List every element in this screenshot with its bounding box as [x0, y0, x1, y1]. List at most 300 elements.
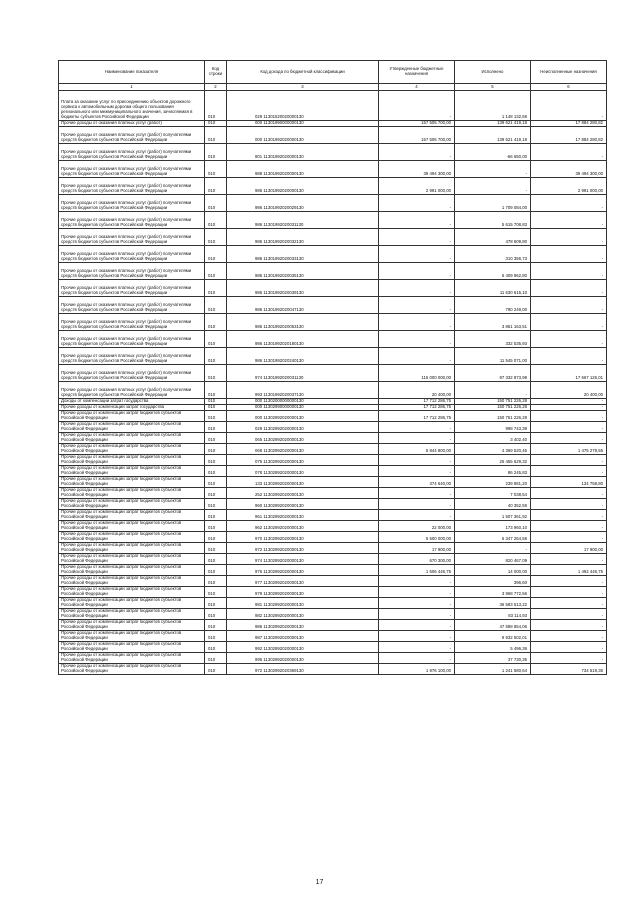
cell-kbk: 972 11302992020000130: [227, 543, 379, 554]
cell-approved: 1 506 446,75: [379, 565, 455, 576]
cell-kbk: 988 11301992020000130: [227, 161, 379, 178]
cell-kbk: 078 11302992020000130: [227, 466, 379, 477]
cell-executed: 40 352,59: [455, 499, 531, 510]
cell-unexecuted: 134 758,80: [531, 477, 607, 488]
cell-line-code: 010: [205, 246, 227, 263]
cell-unexecuted: -: [531, 653, 607, 664]
table-row: [59, 411, 607, 422]
cell-kbk: 986 11301992020035130: [227, 263, 379, 280]
cell-kbk: 987 11302992020000130: [227, 631, 379, 642]
table-row: [59, 631, 607, 642]
cell-approved: 17 712 286,75: [379, 399, 455, 405]
report-sheet: [58, 60, 606, 675]
col-number: 5: [455, 84, 531, 91]
cell-unexecuted: -: [531, 554, 607, 565]
table-row: [59, 365, 607, 382]
cell-kbk: 029 11301520020000130: [227, 91, 379, 121]
cell-unexecuted: 2 991 000,00: [531, 178, 607, 195]
table-row: [59, 144, 607, 161]
cell-kbk: 974 11302992020000130: [227, 554, 379, 565]
table-header-row: [59, 61, 607, 84]
cell-unexecuted: -: [531, 144, 607, 161]
cell-unexecuted: 1 475 279,55: [531, 444, 607, 455]
cell-kbk: 065 11302992020000130: [227, 433, 379, 444]
cell-line-code: 010: [205, 280, 227, 297]
header-executed: Исполнено: [455, 61, 531, 84]
cell-executed: 5 496,36: [455, 642, 531, 653]
cell-name: Прочие доходы от компенсации затрат бюджетов субъектов Российской Федерации: [59, 510, 205, 521]
cell-line-code: 010: [205, 565, 227, 576]
cell-name: Прочие доходы от компенсации затрат бюджетов субъектов Российской Федерации: [59, 477, 205, 488]
cell-line-code: 010: [205, 543, 227, 554]
cell-name: Прочие доходы от компенсации затрат бюджетов субъектов Российской Федерации: [59, 653, 205, 664]
table-row: [59, 642, 607, 653]
cell-line-code: 010: [205, 263, 227, 280]
cell-unexecuted: -: [531, 642, 607, 653]
cell-kbk: 075 11302992020000130: [227, 455, 379, 466]
cell-name: Плата за оказание услуг по присоединению объектов дорожного сервиса к автомобильным дорогам общего пользования регионального или межмуниципального значения, зачисляемая в бюджеты субъектов Российской Федерации: [59, 91, 205, 121]
cell-unexecuted: -: [531, 631, 607, 642]
cell-unexecuted: -: [531, 297, 607, 314]
cell-executed: 820 467,09: [455, 554, 531, 565]
cell-executed: 1 709 084,00: [455, 195, 531, 212]
cell-kbk: 986 11301992020031130: [227, 212, 379, 229]
cell-executed: 239 881,20: [455, 477, 531, 488]
table-row: [59, 653, 607, 664]
cell-name: Прочие доходы от компенсации затрат бюджетов субъектов Российской Федерации: [59, 620, 205, 631]
cell-approved: 5 500 000,00: [379, 532, 455, 543]
cell-approved: -: [379, 314, 455, 331]
cell-name: Прочие доходы от оказания платных услуг (работ) получателями средств бюджетов субъектов Российской Федерации: [59, 382, 205, 399]
table-row: [59, 297, 607, 314]
cell-name: Прочие доходы от оказания платных услуг (работ) получателями средств бюджетов субъектов Российской Федерации: [59, 263, 205, 280]
cell-line-code: 010: [205, 161, 227, 178]
cell-executed: 97 332 873,99: [455, 365, 531, 382]
cell-executed: 6 347 264,58: [455, 532, 531, 543]
cell-executed: 1 507 361,92: [455, 510, 531, 521]
cell-approved: -: [379, 195, 455, 212]
cell-executed: -66 650,00: [455, 144, 531, 161]
cell-name: Прочие доходы от оказания платных услуг (работ) получателями средств бюджетов субъектов Российской Федерации: [59, 297, 205, 314]
cell-name: Прочие доходы от компенсации затрат бюджетов субъектов Российской Федерации: [59, 488, 205, 499]
cell-kbk: 986 11301992020240130: [227, 348, 379, 365]
cell-executed: 1 241 580,64: [455, 664, 531, 675]
cell-executed: 139 621 419,18: [455, 127, 531, 144]
table-row: [59, 664, 607, 675]
cell-name: Прочие доходы от оказания платных услуг (работ) получателями средств бюджетов субъектов Российской Федерации: [59, 314, 205, 331]
cell-name: Прочие доходы от компенсации затрат государства: [59, 405, 205, 411]
cell-kbk: 000 11302992020000130: [227, 411, 379, 422]
cell-approved: -: [379, 144, 455, 161]
cell-name: Прочие доходы от оказания платных услуг (работ) получателями средств бюджетов субъектов Российской Федерации: [59, 229, 205, 246]
cell-name: Прочие доходы от компенсации затрат бюджетов субъектов Российской Федерации: [59, 664, 205, 675]
cell-executed: -: [455, 382, 531, 399]
cell-approved: -: [379, 499, 455, 510]
table-row: [59, 127, 607, 144]
cell-name: Прочие доходы от оказания платных услуг (работ) получателями средств бюджетов субъектов Российской Федерации: [59, 144, 205, 161]
cell-line-code: 010: [205, 297, 227, 314]
cell-kbk: 986 11301992020039130: [227, 280, 379, 297]
cell-approved: -: [379, 598, 455, 609]
cell-unexecuted: -: [531, 348, 607, 365]
cell-line-code: 010: [205, 532, 227, 543]
cell-name: Прочие доходы от компенсации затрат бюджетов субъектов Российской Федерации: [59, 444, 205, 455]
cell-line-code: 010: [205, 365, 227, 382]
cell-kbk: 976 11302992020000130: [227, 565, 379, 576]
header-approved: Утвержденные бюджетные назначения: [379, 61, 455, 84]
cell-unexecuted: -: [531, 405, 607, 411]
cell-kbk: 992 11302992020000130: [227, 642, 379, 653]
cell-unexecuted: -: [531, 433, 607, 444]
cell-unexecuted: -: [531, 399, 607, 405]
cell-kbk: 970 11302992020000130: [227, 532, 379, 543]
cell-approved: -: [379, 348, 455, 365]
cell-name: Прочие доходы от компенсации затрат бюджетов субъектов Российской Федерации: [59, 576, 205, 587]
header-name: Наименование показателя: [59, 61, 205, 84]
cell-kbk: 000 11302000000000130: [227, 399, 379, 405]
cell-kbk: 993 11301992020037130: [227, 382, 379, 399]
cell-line-code: 010: [205, 631, 227, 642]
cell-name: Прочие доходы от оказания платных услуг (работ) получателями средств бюджетов субъектов Российской Федерации: [59, 127, 205, 144]
cell-line-code: 010: [205, 499, 227, 510]
cell-executed: 25 455 629,32: [455, 455, 531, 466]
cell-executed: 332 535,93: [455, 331, 531, 348]
cell-line-code: 010: [205, 477, 227, 488]
cell-kbk: 252 11302992020000130: [227, 488, 379, 499]
table-row: [59, 280, 607, 297]
cell-executed: 37 730,35: [455, 653, 531, 664]
cell-unexecuted: -: [531, 314, 607, 331]
cell-executed: 3 968 772,56: [455, 587, 531, 598]
cell-unexecuted: 17 884 280,82: [531, 121, 607, 127]
cell-kbk: 801 11301992020000130: [227, 144, 379, 161]
cell-line-code: 010: [205, 466, 227, 477]
cell-executed: 790 249,00: [455, 297, 531, 314]
cell-line-code: 010: [205, 653, 227, 664]
cell-unexecuted: -: [531, 488, 607, 499]
cell-kbk: 977 11302992020000130: [227, 576, 379, 587]
cell-line-code: 010: [205, 642, 227, 653]
cell-executed: -: [455, 178, 531, 195]
cell-approved: -: [379, 280, 455, 297]
cell-line-code: 010: [205, 510, 227, 521]
column-number-row: [59, 84, 607, 91]
cell-name: Прочие доходы от оказания платных услуг (работ) получателями средств бюджетов субъектов Российской Федерации: [59, 331, 205, 348]
cell-line-code: 010: [205, 348, 227, 365]
cell-approved: 22 000,00: [379, 521, 455, 532]
cell-executed: 1 148 132,59: [455, 91, 531, 121]
cell-approved: -: [379, 620, 455, 631]
cell-executed: 86 245,83: [455, 466, 531, 477]
cell-name: Прочие доходы от оказания платных услуг (работ) получателями средств бюджетов субъектов Российской Федерации: [59, 365, 205, 382]
cell-executed: 14 000,00: [455, 565, 531, 576]
cell-unexecuted: 20 400,00: [531, 382, 607, 399]
cell-line-code: 010: [205, 609, 227, 620]
cell-name: Прочие доходы от оказания платных услуг (работ): [59, 121, 205, 127]
cell-approved: 1 976 100,00: [379, 664, 455, 675]
cell-executed: 4 369 520,45: [455, 444, 531, 455]
cell-line-code: 010: [205, 554, 227, 565]
cell-approved: -: [379, 576, 455, 587]
table-row: [59, 91, 607, 121]
table-row: [59, 195, 607, 212]
col-number: 1: [59, 84, 205, 91]
cell-name: Прочие доходы от компенсации затрат бюджетов субъектов Российской Федерации: [59, 587, 205, 598]
cell-unexecuted: -: [531, 455, 607, 466]
cell-line-code: 010: [205, 144, 227, 161]
cell-executed: 310 356,73: [455, 246, 531, 263]
cell-name: Прочие доходы от компенсации затрат бюджетов субъектов Российской Федерации: [59, 565, 205, 576]
cell-approved: -: [379, 587, 455, 598]
cell-approved: -: [379, 297, 455, 314]
cell-unexecuted: -: [531, 598, 607, 609]
cell-executed: 3 402,40: [455, 433, 531, 444]
table-row: [59, 576, 607, 587]
cell-executed: 396,60: [455, 576, 531, 587]
table-row: [59, 609, 607, 620]
cell-executed: 5 615 708,83: [455, 212, 531, 229]
table-row: [59, 263, 607, 280]
cell-unexecuted: -: [531, 576, 607, 587]
cell-executed: 47 588 854,06: [455, 620, 531, 631]
cell-kbk: 961 11302992020000130: [227, 510, 379, 521]
cell-name: Прочие доходы от компенсации затрат бюджетов субъектов Российской Федерации: [59, 554, 205, 565]
cell-executed: 3 861 163,51: [455, 314, 531, 331]
cell-line-code: 010: [205, 521, 227, 532]
table-row: [59, 382, 607, 399]
table-row: [59, 444, 607, 455]
cell-executed: -: [455, 543, 531, 554]
cell-kbk: 068 11302992020000130: [227, 444, 379, 455]
cell-unexecuted: -: [531, 587, 607, 598]
cell-approved: -: [379, 466, 455, 477]
cell-line-code: 010: [205, 195, 227, 212]
cell-unexecuted: -: [531, 510, 607, 521]
cell-line-code: 010: [205, 433, 227, 444]
cell-name: Прочие доходы от оказания платных услуг (работ) получателями средств бюджетов субъектов Российской Федерации: [59, 348, 205, 365]
cell-executed: 150 751 226,28: [455, 399, 531, 405]
cell-name: Прочие доходы от компенсации затрат бюджетов субъектов Российской Федерации: [59, 411, 205, 422]
cell-approved: 17 712 286,75: [379, 411, 455, 422]
cell-executed: 150 751 226,28: [455, 411, 531, 422]
cell-approved: -: [379, 653, 455, 664]
cell-line-code: 010: [205, 598, 227, 609]
table-row: [59, 348, 607, 365]
cell-unexecuted: 734 519,36: [531, 664, 607, 675]
cell-unexecuted: -: [531, 411, 607, 422]
cell-approved: -: [379, 229, 455, 246]
cell-approved: 670 300,00: [379, 554, 455, 565]
cell-approved: 17 900,00: [379, 543, 455, 554]
cell-name: Прочие доходы от компенсации затрат бюджетов субъектов Российской Федерации: [59, 609, 205, 620]
cell-approved: -: [379, 212, 455, 229]
cell-executed: 83 114,93: [455, 609, 531, 620]
cell-executed: 173 960,10: [455, 521, 531, 532]
table-row: [59, 565, 607, 576]
cell-unexecuted: 39 494 300,00: [531, 161, 607, 178]
cell-line-code: 010: [205, 314, 227, 331]
cell-line-code: 010: [205, 127, 227, 144]
col-number: 3: [227, 84, 379, 91]
cell-line-code: 010: [205, 587, 227, 598]
cell-approved: -: [379, 609, 455, 620]
cell-approved: -: [379, 510, 455, 521]
cell-line-code: 010: [205, 411, 227, 422]
cell-unexecuted: -: [531, 263, 607, 280]
page-number: 17: [315, 879, 324, 886]
table-row: [59, 510, 607, 521]
cell-name: Прочие доходы от оказания платных услуг (работ) получателями средств бюджетов субъектов Российской Федерации: [59, 195, 205, 212]
table-row: [59, 229, 607, 246]
cell-approved: -: [379, 331, 455, 348]
table-row: [59, 433, 607, 444]
cell-unexecuted: -: [531, 609, 607, 620]
table-row: [59, 466, 607, 477]
cell-kbk: 979 11302992020000130: [227, 587, 379, 598]
cell-name: Прочие доходы от оказания платных услуг (работ) получателями средств бюджетов субъектов Российской Федерации: [59, 280, 205, 297]
cell-approved: -: [379, 91, 455, 121]
cell-approved: 39 494 300,00: [379, 161, 455, 178]
cell-approved: -: [379, 263, 455, 280]
table-row: [59, 598, 607, 609]
cell-approved: 115 000 000,00: [379, 365, 455, 382]
cell-name: Доходы от компенсации затрат государства: [59, 399, 205, 405]
table-row: [59, 554, 607, 565]
cell-unexecuted: -: [531, 331, 607, 348]
table-row: [59, 178, 607, 195]
col-number: 4: [379, 84, 455, 91]
cell-approved: 157 505 700,00: [379, 127, 455, 144]
cell-unexecuted: -: [531, 91, 607, 121]
cell-executed: 478 609,80: [455, 229, 531, 246]
table-row: [59, 161, 607, 178]
cell-kbk: 986 11301992020032130: [227, 229, 379, 246]
cell-approved: -: [379, 246, 455, 263]
table-row: [59, 543, 607, 554]
cell-approved: -: [379, 642, 455, 653]
cell-line-code: 010: [205, 620, 227, 631]
cell-approved: -: [379, 433, 455, 444]
cell-line-code: 010: [205, 229, 227, 246]
cell-kbk: 000 11302990000000130: [227, 405, 379, 411]
cell-name: Прочие доходы от оказания платных услуг (работ) получателями средств бюджетов субъектов Российской Федерации: [59, 246, 205, 263]
cell-unexecuted: 17 884 280,82: [531, 127, 607, 144]
cell-kbk: 000 11301990000000130: [227, 121, 379, 127]
cell-executed: 9 932 502,01: [455, 631, 531, 642]
cell-line-code: 010: [205, 382, 227, 399]
cell-line-code: 010: [205, 212, 227, 229]
cell-name: Прочие доходы от компенсации затрат бюджетов субъектов Российской Федерации: [59, 521, 205, 532]
col-number: 6: [531, 84, 607, 91]
table-body: [59, 91, 607, 675]
cell-unexecuted: -: [531, 532, 607, 543]
cell-approved: 17 712 286,75: [379, 405, 455, 411]
cell-unexecuted: -: [531, 499, 607, 510]
cell-kbk: 986 11301992020047130: [227, 297, 379, 314]
cell-name: Прочие доходы от оказания платных услуг (работ) получателями средств бюджетов субъектов Российской Федерации: [59, 178, 205, 195]
table-row: [59, 499, 607, 510]
cell-executed: 998 743,39: [455, 422, 531, 433]
cell-executed: 5 409 962,80: [455, 263, 531, 280]
cell-unexecuted: -: [531, 521, 607, 532]
cell-line-code: 010: [205, 488, 227, 499]
header-unexecuted: Неисполненные назначения: [531, 61, 607, 84]
cell-approved: -: [379, 455, 455, 466]
cell-kbk: 995 11302992020000130: [227, 653, 379, 664]
cell-approved: -: [379, 422, 455, 433]
cell-approved: 2 991 000,00: [379, 178, 455, 195]
cell-unexecuted: -: [531, 195, 607, 212]
cell-approved: 5 844 800,00: [379, 444, 455, 455]
cell-kbk: 000 11301992020000130: [227, 127, 379, 144]
cell-line-code: 010: [205, 331, 227, 348]
table-row: [59, 331, 607, 348]
cell-kbk: 986 11301992020180130: [227, 331, 379, 348]
cell-line-code: 010: [205, 121, 227, 127]
table-row: [59, 587, 607, 598]
cell-unexecuted: -: [531, 229, 607, 246]
cell-executed: 150 751 226,28: [455, 405, 531, 411]
cell-line-code: 010: [205, 405, 227, 411]
cell-kbk: 960 11302992020000130: [227, 499, 379, 510]
cell-line-code: 010: [205, 455, 227, 466]
cell-approved: 157 505 700,00: [379, 121, 455, 127]
cell-executed: 7 038,54: [455, 488, 531, 499]
cell-kbk: 962 11302992020000130: [227, 521, 379, 532]
cell-unexecuted: -: [531, 246, 607, 263]
cell-name: Прочие доходы от оказания платных услуг (работ) получателями средств бюджетов субъектов Российской Федерации: [59, 161, 205, 178]
cell-line-code: 010: [205, 444, 227, 455]
cell-line-code: 010: [205, 576, 227, 587]
cell-name: Прочие доходы от компенсации затрат бюджетов субъектов Российской Федерации: [59, 455, 205, 466]
cell-kbk: 133 11302992020000130: [227, 477, 379, 488]
cell-name: Прочие доходы от оказания платных услуг (работ) получателями средств бюджетов субъектов Российской Федерации: [59, 212, 205, 229]
cell-unexecuted: -: [531, 422, 607, 433]
cell-kbk: 029 11302992020000130: [227, 422, 379, 433]
cell-line-code: 010: [205, 422, 227, 433]
cell-kbk: 986 11302992020000130: [227, 620, 379, 631]
cell-unexecuted: 17 667 126,01: [531, 365, 607, 382]
cell-line-code: 010: [205, 399, 227, 405]
table-row: [59, 521, 607, 532]
cell-line-code: 010: [205, 91, 227, 121]
cell-kbk: 981 11302992020000130: [227, 598, 379, 609]
cell-name: Прочие доходы от компенсации затрат бюджетов субъектов Российской Федерации: [59, 543, 205, 554]
cell-executed: 139 621 419,18: [455, 121, 531, 127]
cell-unexecuted: -: [531, 620, 607, 631]
income-table: [58, 60, 607, 675]
cell-line-code: 010: [205, 664, 227, 675]
cell-line-code: 010: [205, 178, 227, 195]
cell-approved: 374 640,00: [379, 477, 455, 488]
table-row: [59, 477, 607, 488]
cell-name: Прочие доходы от компенсации затрат бюджетов субъектов Российской Федерации: [59, 466, 205, 477]
cell-executed: -: [455, 161, 531, 178]
table-row: [59, 246, 607, 263]
cell-name: Прочие доходы от компенсации затрат бюджетов субъектов Российской Федерации: [59, 422, 205, 433]
header-kbk: Код дохода по бюджетной классификации: [227, 61, 379, 84]
table-row: [59, 620, 607, 631]
cell-kbk: 986 11301992020000130: [227, 178, 379, 195]
cell-name: Прочие доходы от компенсации затрат бюджетов субъектов Российской Федерации: [59, 532, 205, 543]
cell-kbk: 986 11301992020029130: [227, 195, 379, 212]
cell-name: Прочие доходы от компенсации затрат бюджетов субъектов Российской Федерации: [59, 642, 205, 653]
cell-approved: -: [379, 488, 455, 499]
cell-unexecuted: -: [531, 280, 607, 297]
cell-unexecuted: 17 900,00: [531, 543, 607, 554]
cell-kbk: 974 11301992020031130: [227, 365, 379, 382]
table-row: [59, 455, 607, 466]
